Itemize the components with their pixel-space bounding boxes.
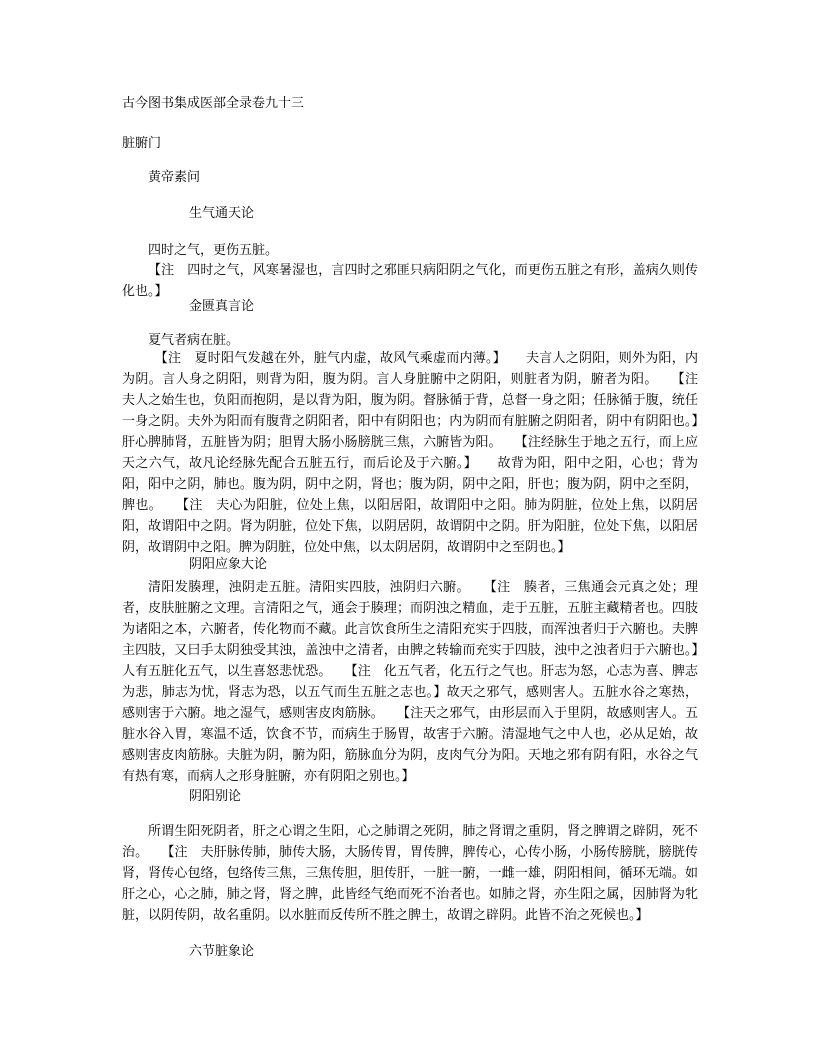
chapter-text-shengqi: 四时之气，更伤五脏。	[148, 243, 279, 258]
note-text: 【注 四时之气，风寒暑湿也，言四时之邪匪只病阳阴之气化，而更伤五脏之有形，盖病久则传化也。】	[122, 263, 698, 299]
chapter-paragraph-yinyang-bie	[122, 821, 698, 926]
book-title: 古今图书集成医部全录卷九十三	[122, 96, 305, 111]
chapter-title-jingui: 金匮真言论	[189, 299, 255, 314]
paragraph-text: 【注 夏时阳气发越在外，脏气内虚，故风气乘虚而内薄。】 夫言人之阴阳，则外为阳，内为阴。言人身之阴阳，则背为阳，腹为阴。言人身脏腑中之阴阳，则脏者为阴，腑者为阳。 【注 夫人之始生也，负阳而抱阴，是以背为阳，腹为阴。督脉循于背，总督一身之阳；任脉循于腹，统任一身之阴。夫外为阳而有腹背之阴阳者，阳中有阴阳也；内为阴而有脏腑之阴阳者，阴中有阴阳也。】 肝心脾肺肾，五脏皆为阴；胆胃大肠小肠膀胱三焦，六腑皆为阳。 【注经脉生于地之五行，而上应天之六气，故凡论经脉先配合五脏五行，而后论及于六腑。】 故背为阳，阳中之阳，心也；背为阳，阳中之阴，肺也。腹为阴，阴中之阴，肾也；腹为阴，阴中之阳，肝也；腹为阴，阴中之至阴，脾也。 【注 夫心为阳脏，位处上焦，以阳居阳，故谓阳中之阳。肺为阴脏，位处上焦，以阴居阳，故谓阳中之阴。肾为阴脏，位处下焦，以阴居阴，故谓阴中之阴。肝为阳脏，位处下焦，以阳居阴，故谓阴中之阳。脾为阴脏，位处中焦，以太阴居阴，故谓阴中之至阴也。】	[122, 351, 725, 555]
section-heading: 脏腑门	[122, 136, 162, 151]
chapter-title-shengqi: 生气通天论	[189, 206, 255, 221]
chapter-title-yinyang-yingxiang: 阴阳应象大论	[189, 557, 268, 572]
paragraph-text: 清阳发腠理，浊阴走五脏。清阳实四肢，浊阴归六腑。 【注 腠者，三焦通会元真之处；理者，皮肤脏腑之文理。言清阳之气，通会于腠理；而阴浊之精血，走于五脏，五脏主藏精者也。四肢为诸阳之本，六腑者，传化物而不藏。此言饮食所生之清阳充实于四肢，而浑浊者归于六腑也。夫脾主四肢，又曰手太阴独受其浊，盖浊中之清者，由脾之转输而充实于四肢，浊中之浊者归于六腑也。】 人有五脏化五气，以生喜怒悲忧恐。 【注 化五气者，化五行之气也。肝志为怒，心志为喜、脾志为悲，肺志为忧，肾志为恐，以五气而生五脏之志也。】故天之邪气，感则害人。五脏水谷之寒热，感则害于六腑。地之湿气，感则害皮肉筋脉。 【注天之邪气，由形层而入于里阴，故感则害人。五脏水谷入胃，寒温不适，饮食不节，而病生于肠胃，故害于六腑。清湿地气之中人也，必从足始，故感则害皮肉筋脉。夫脏为阴，腑为阳，筋脉血分为阴，皮肉气分为阳。天地之邪有阴有阳，水谷之气有热有寒，而病人之形身脏腑，亦有阴阳之别也。】	[122, 580, 725, 784]
chapter-paragraph-jingui	[122, 348, 725, 558]
paragraph-text: 所谓生阳死阴者，肝之心谓之生阳，心之肺谓之死阴，肺之肾谓之重阴，肾之脾谓之辟阴，死不治。 【注 夫肝脉传肺，肺传大肠，大肠传胃，胃传脾，脾传心，心传小肠，小肠传膀胱，膀胱传肾，肾传心包络，包络传三焦，三焦传胆，胆传肝，一脏一腑，一雌一雄，阴阳相间，循环无端。如肝之心，心之肺，肺之肾，肾之脾，此皆经气绝而死不治者也。如肺之肾，亦生阳之属，因肺肾为牝脏，以阴传阴，故名重阴。以水脏而反传所不胜之脾土，故谓之辟阴。此皆不治之死候也。】	[122, 824, 698, 923]
subsection-heading: 黄帝素问	[148, 170, 201, 185]
chapter-title-liujie: 六节脏象论	[189, 944, 255, 959]
chapter-title-yinyang-bie: 阴阳别论	[189, 789, 242, 804]
chapter-paragraph-yinyang-yingxiang	[122, 577, 725, 787]
chapter-text-jingui: 夏气者病在脏。	[148, 333, 240, 348]
chapter-note-shengqi	[122, 260, 698, 302]
